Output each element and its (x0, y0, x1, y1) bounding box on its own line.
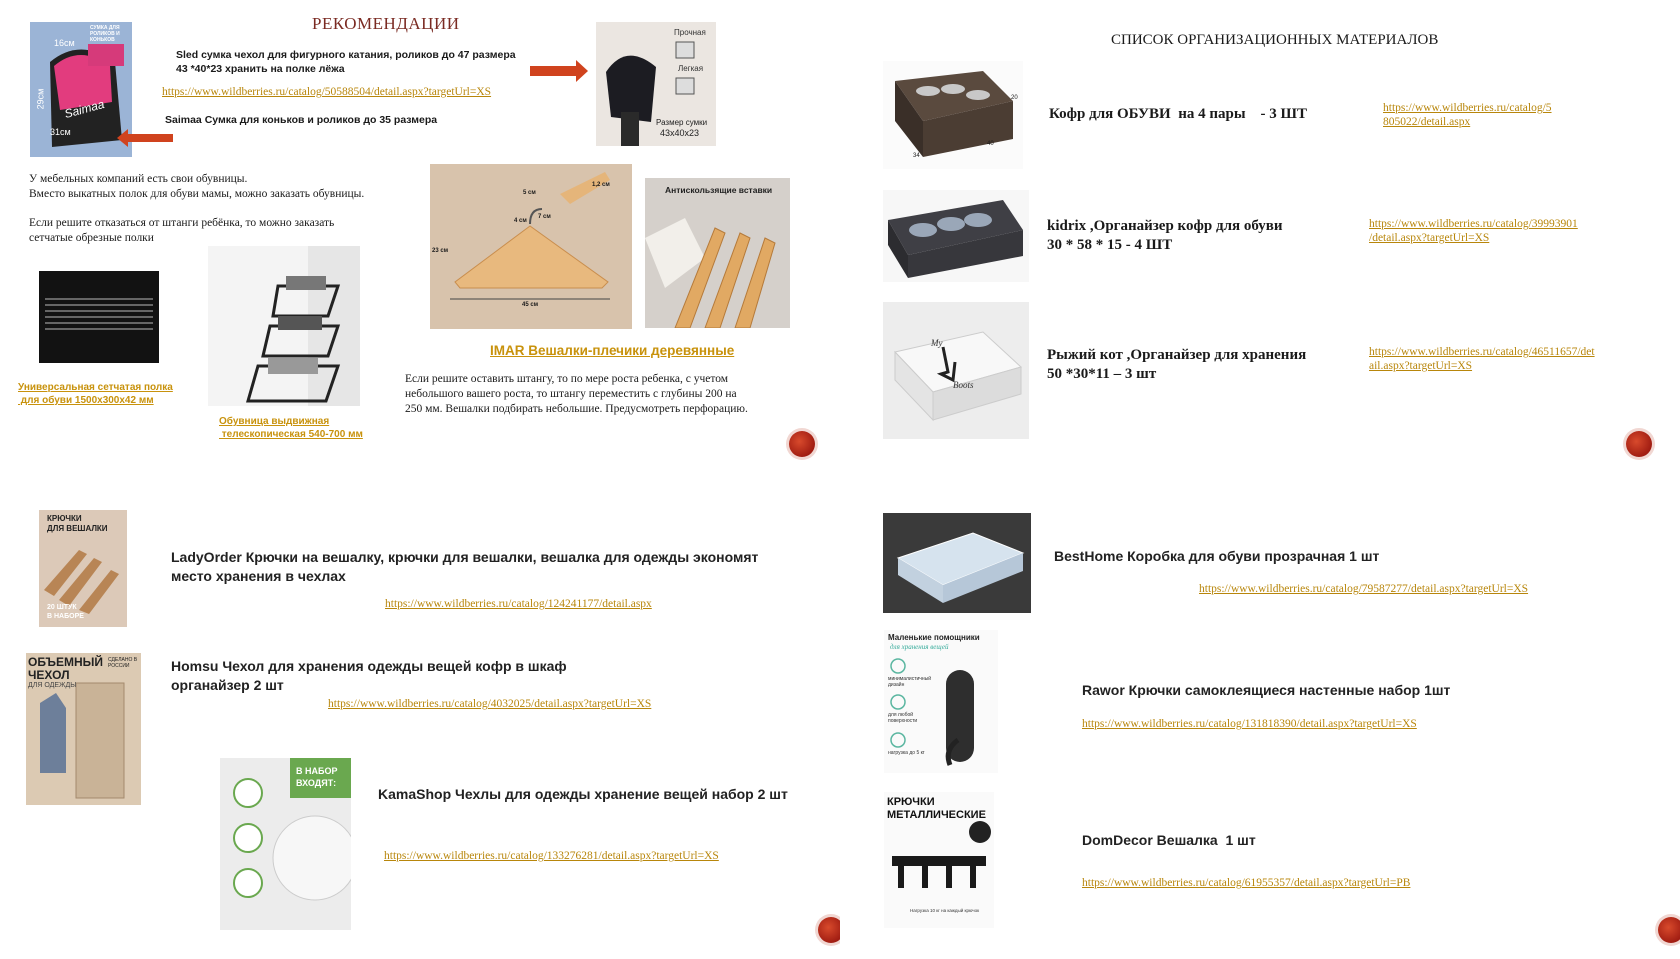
homsu-img-label1: ОБЪЕМНЫЙ (28, 655, 103, 669)
ladyorder-img-label1: КРЮЧКИ (47, 514, 82, 523)
shoe-rack-link[interactable] (219, 415, 363, 441)
para1-line2: Вместо выкатных полок для обуви мамы, можно заказать обувницы. (29, 188, 365, 200)
mesh-shelf-link-line2[interactable]: для обуви 1500х300х42 мм (18, 395, 154, 406)
mesh-shelf-image (39, 271, 159, 363)
shoe-box-dim-34: 34 (913, 153, 920, 159)
slide1-title: РЕКОМЕНДАЦИИ (312, 14, 460, 33)
arrow-to-saimaa-icon (127, 134, 173, 142)
slide1-page-dot (789, 431, 815, 457)
hanger-dim-45cm: 45 см (522, 302, 539, 308)
imar-hanger-link[interactable]: IMAR Вешалки-плечики деревянные (490, 343, 735, 358)
kamashop-img-label1: В НАБОР (296, 766, 338, 776)
para2-line2: сетчатые обрезные полки (29, 232, 154, 244)
shoe-box-4-pairs-image (883, 61, 1023, 169)
hanger-para-line1: Если решите оставить штангу, то по мере роста ребенка, с учетом (405, 373, 729, 385)
kidrix-organizer-name (1047, 217, 1283, 255)
ladyorder-img-label2: ДЛЯ ВЕШАЛКИ (47, 524, 108, 533)
sled-bag-image (596, 22, 716, 146)
rawor-hooks-image (884, 630, 998, 773)
sled-link[interactable]: https://www.wildberries.ru/catalog/50588504/detail.aspx?targetUrl=XS (162, 86, 492, 98)
sled-line-1: Sled сумка чехол для фигурного катания, роликов до 47 размера (176, 49, 516, 61)
ladyorder-img-label4: В НАБОРЕ (47, 613, 84, 620)
domdecor-img-label2: МЕТАЛЛИЧЕСКИЕ (887, 809, 986, 821)
slide-hooks-covers (0, 480, 840, 959)
kidrix-link-line2[interactable]: /detail.aspx?targetUrl=XS (1369, 232, 1490, 244)
slide-recommendations (0, 0, 840, 480)
hanger-diagram-image (430, 164, 632, 329)
ladyorder-hooks-link[interactable]: https://www.wildberries.ru/catalog/124241177/detail.aspx (385, 598, 652, 610)
para1-line1: У мебельных компаний есть свои обувницы. (29, 173, 248, 185)
shoe-box-4-pairs-link-line1[interactable]: https://www.wildberries.ru/catalog/5 (1383, 102, 1552, 114)
hanger-photo-image (645, 178, 790, 328)
bag-dim-height: 29см (35, 88, 46, 110)
kidrix-organizer-image (883, 190, 1029, 282)
homsu-cover-name (171, 657, 567, 695)
hanger-dim-1-2cm: 1,2 см (592, 182, 610, 188)
kidrix-name-line1: kidrix ,Органайзер кофр для обуви (1047, 218, 1283, 234)
hanger-dim-4cm: 4 см (514, 218, 527, 224)
ladyorder-hooks-image (39, 510, 127, 627)
sled-description (176, 48, 516, 76)
domdecor-img-label1: КРЮЧКИ (887, 796, 935, 808)
hanger-para-line2: небольшого вашего роста, то штангу переместить с глубины 200 на (405, 388, 737, 400)
shoe-box-4-pairs-link-line2[interactable]: 805022/detail.aspx (1383, 116, 1471, 128)
homsu-img-label3: ДЛЯ ОДЕЖДЫ (28, 682, 77, 689)
bag-brand: Saimaa (62, 96, 106, 122)
besthome-box-link[interactable]: https://www.wildberries.ru/catalog/79587277/detail.aspx?targetUrl=XS (1199, 583, 1529, 595)
rawor-hooks-link[interactable]: https://www.wildberries.ru/catalog/131818390/detail.aspx?targetUrl=XS (1082, 718, 1417, 730)
rawor-feat2: для любой поверхности (888, 712, 918, 724)
kidrix-name-line2: 30 * 58 * 15 - 4 ШТ (1047, 237, 1173, 253)
homsu-cover-link[interactable]: https://www.wildberries.ru/catalog/4032025/detail.aspx?targetUrl=XS (328, 698, 652, 710)
rawor-img-label2: для хранения вещей (890, 643, 949, 651)
ladyorder-hooks-name (171, 548, 758, 586)
shoe-rack-image (208, 246, 360, 406)
sled-line-2: 43 *40*23 хранить на полке лёжа (176, 63, 345, 75)
kamashop-covers-name: KamaShop Чехлы для одежды хранение вещей набор 2 шт (378, 786, 788, 802)
ryzhiy-kot-organizer-image (883, 302, 1029, 439)
domdecor-hanger-link[interactable]: https://www.wildberries.ru/catalog/61955357/detail.aspx?targetUrl=PB (1082, 877, 1411, 889)
shoe-box-dim-40: 40 (987, 141, 994, 147)
ladyorder-name-line2: место хранения в чехлах (171, 568, 346, 584)
slide2-title: СПИСОК ОРГАНИЗАЦИОННЫХ МАТЕРИАЛОВ (1111, 32, 1439, 48)
rawor-hooks-name: Rawor Крючки самоклеящиеся настенные набор 1шт (1082, 682, 1451, 698)
kidrix-organizer-link[interactable] (1369, 217, 1578, 245)
kidrix-link-line1[interactable]: https://www.wildberries.ru/catalog/39993901 (1369, 218, 1578, 230)
mesh-shelf-link[interactable] (18, 381, 173, 407)
ryzhiy-kot-link-line1[interactable]: https://www.wildberries.ru/catalog/46511657/det (1369, 346, 1595, 358)
rawor-img-label1: Маленькие помощники (888, 633, 980, 642)
kamashop-covers-image (220, 758, 351, 930)
hanger-photo-label: Антискользящие вставки (665, 185, 773, 195)
bag-dim-depth: 31см (50, 127, 71, 137)
ryzhiy-kot-name-line2: 50 *30*11 – 3 шт (1047, 366, 1157, 382)
hanger-dim-23cm: 23 см (432, 248, 449, 254)
bag2-label-strong: Прочная (674, 28, 706, 37)
domdecor-img-note: Нагрузка 10 кг на каждый крючок (910, 908, 980, 913)
slide-boxes-hooks (840, 480, 1680, 959)
hanger-dim-7cm: 7 см (538, 214, 551, 220)
ryzhiy-kot-name-line1: Рыжий кот ,Органайзер для хранения (1047, 347, 1307, 363)
shoe-rack-link-line1[interactable]: Обувница выдвижная (219, 416, 330, 427)
domdecor-hanger-name: DomDecor Вешалка 1 шт (1082, 832, 1256, 848)
arrow-to-sled-icon (530, 66, 578, 76)
ryzhiy-kot-link-line2[interactable]: ail.aspx?targetUrl=XS (1369, 360, 1473, 372)
besthome-box-name: BestHome Коробка для обуви прозрачная 1 шт (1054, 548, 1380, 564)
kamashop-covers-link[interactable]: https://www.wildberries.ru/catalog/133276281/detail.aspx?targetUrl=XS (384, 850, 719, 862)
homsu-name-line1: Homsu Чехол для хранения одежды вещей кофр в шкаф (171, 658, 567, 674)
shoe-box-4-pairs-link[interactable] (1383, 101, 1552, 129)
ryzhiy-kot-organizer-name (1047, 346, 1306, 384)
rawor-feat1: минималистичный дизайн (888, 676, 932, 688)
shoe-rack-paragraph (29, 172, 364, 246)
hanger-dim-5cm: 5 см (523, 190, 536, 196)
shoe-rack-link-line2[interactable]: телескопическая 540-700 мм (219, 429, 363, 440)
saimaa-description: Saimaa Сумка для коньков и роликов до 35 размера (165, 114, 438, 126)
besthome-box-image (883, 513, 1031, 613)
homsu-img-label4: СДЕЛАНО В РОССИИ (108, 657, 138, 669)
para2-line1: Если решите отказаться от штанги ребёнка, то можно заказать (29, 217, 335, 229)
ladyorder-img-label3: 20 ШТУК (47, 604, 77, 611)
rawor-feat3: нагрузка до 5 кг (888, 750, 925, 756)
hanger-paragraph (405, 372, 748, 417)
ladyorder-name-line1: LadyOrder Крючки на вешалку, крючки для вешалки, вешалка для одежды экономят (171, 549, 759, 565)
homsu-name-line2: органайзер 2 шт (171, 677, 284, 693)
slide2-page-dot (1626, 431, 1652, 457)
shoe-box-4-pairs-name: Кофр для ОБУВИ на 4 пары - 3 ШТ (1049, 106, 1308, 122)
bag2-label-light: Легкая (678, 64, 704, 73)
box-label-boots: Boots (953, 380, 974, 390)
homsu-cover-image (26, 653, 141, 805)
kamashop-img-label2: ВХОДЯТ: (296, 778, 337, 788)
bag-dim-width: 16см (54, 38, 75, 48)
bag2-label-dims: 43х40х23 (660, 128, 700, 138)
box-label-my: My (931, 338, 943, 348)
bag-caption: СУМКА ДЛЯ РОЛИКОВ И КОНЬКОВ (90, 25, 120, 43)
homsu-img-label2: ЧЕХОЛ (28, 668, 70, 682)
hanger-para-line3: 250 мм. Вешалки подбирать небольшие. Предусмотреть перфорацию. (405, 403, 748, 415)
slide-materials-list (840, 0, 1680, 480)
ryzhiy-kot-organizer-link[interactable] (1369, 345, 1595, 373)
shoe-box-dim-20: 20 (1011, 95, 1018, 101)
mesh-shelf-link-line1[interactable]: Универсальная сетчатая полка (18, 382, 173, 393)
domdecor-hanger-image (884, 792, 994, 928)
bag2-label-size: Размер сумки (656, 118, 708, 127)
slide4-page-dot (1658, 917, 1680, 943)
